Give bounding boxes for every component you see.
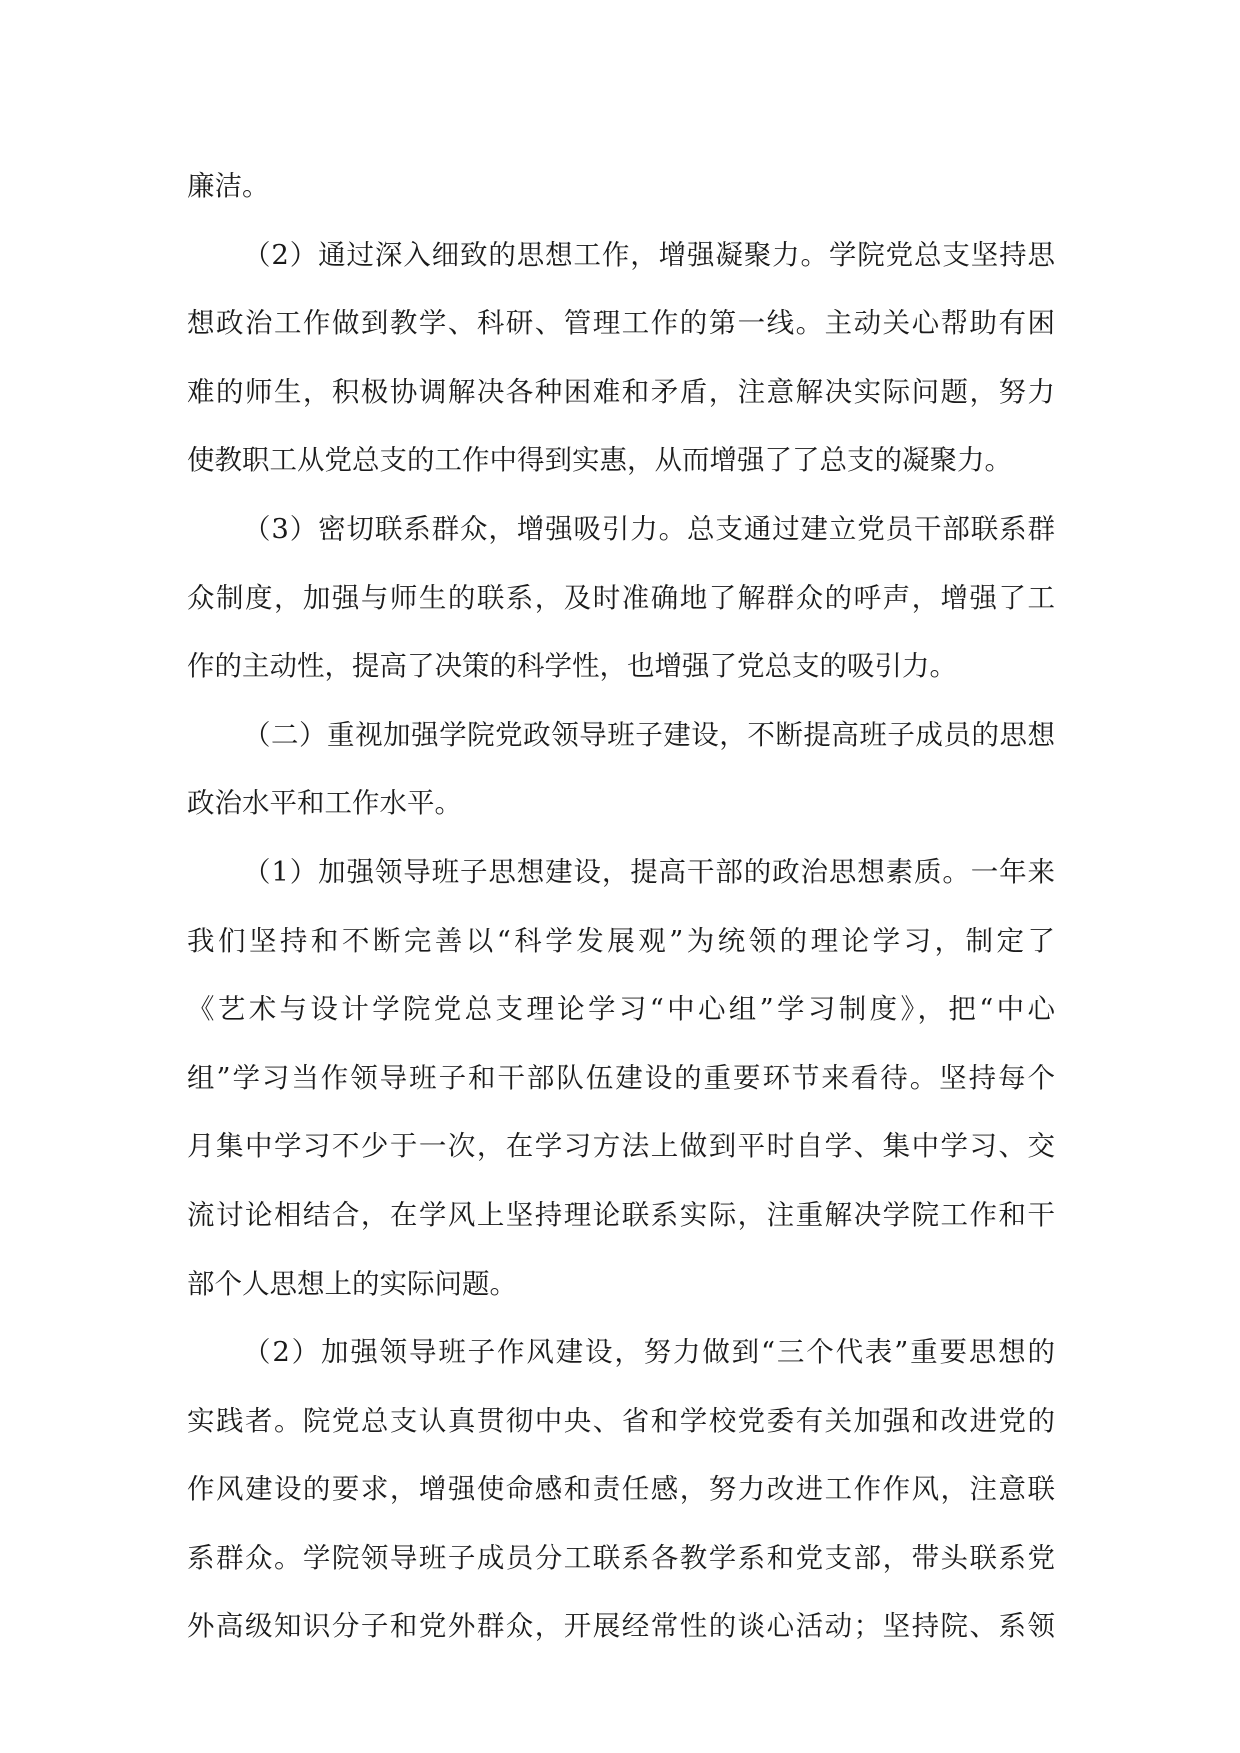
text-line: 流讨论相结合，在学风上坚持理论联系实际，注重解决学院工作和干: [187, 1198, 1055, 1231]
text-line: 众制度，加强与师生的联系，及时准确地了解群众的呼声，增强了工: [187, 581, 1055, 614]
text-line: 组”学习当作领导班子和干部队伍建设的重要环节来看待。坚持每个: [187, 1061, 1055, 1094]
text-line: 廉洁。: [187, 170, 270, 202]
text-line: 部个人思想上的实际问题。: [187, 1267, 517, 1300]
text-line: 使教职工从党总支的工作中得到实惠，从而增强了了总支的凝聚力。: [187, 444, 1012, 477]
document-body: [187, 152, 1055, 1661]
text-line: 作的主动性，提高了决策的科学性，也增强了党总支的吸引力。: [187, 650, 957, 683]
text-line: （2）加强领导班子作风建设，努力做到“三个代表”重要思想的: [243, 1336, 1055, 1369]
text-line: 月集中学习不少于一次，在学习方法上做到平时自学、集中学习、交: [187, 1130, 1055, 1163]
text-line: （3）密切联系群众，增强吸引力。总支通过建立党员干部联系群: [243, 512, 1055, 545]
text-line: 外高级知识分子和党外群众，开展经常性的谈心活动；坚持院、系领: [187, 1610, 1055, 1643]
text-line: 《艺术与设计学院党总支理论学习“中心组”学习制度》，把“中心: [187, 993, 1055, 1026]
text-line: 实践者。院党总支认真贯彻中央、省和学校党委有关加强和改进党的: [187, 1404, 1055, 1437]
text-line: 作风建设的要求，增强使命感和责任感，努力改进工作作风，注意联: [187, 1473, 1055, 1506]
text-line: （二）重视加强学院党政领导班子建设，不断提高班子成员的思想: [243, 718, 1055, 751]
text-line: 想政治工作做到教学、科研、管理工作的第一线。主动关心帮助有困: [187, 307, 1055, 340]
text-line: 难的师生，积极协调解决各种困难和矛盾，注意解决实际问题，努力: [187, 375, 1055, 408]
text-line: 系群众。学院领导班子成员分工联系各教学系和党支部，带头联系党: [187, 1541, 1055, 1574]
text-line: （2）通过深入细致的思想工作，增强凝聚力。学院党总支坚持思: [243, 238, 1055, 271]
text-line: 政治水平和工作水平。: [187, 787, 462, 820]
text-line: 我们坚持和不断完善以“科学发展观”为统领的理论学习，制定了: [187, 924, 1055, 957]
text-line: （1）加强领导班子思想建设，提高干部的政治思想素质。一年来: [243, 855, 1055, 888]
